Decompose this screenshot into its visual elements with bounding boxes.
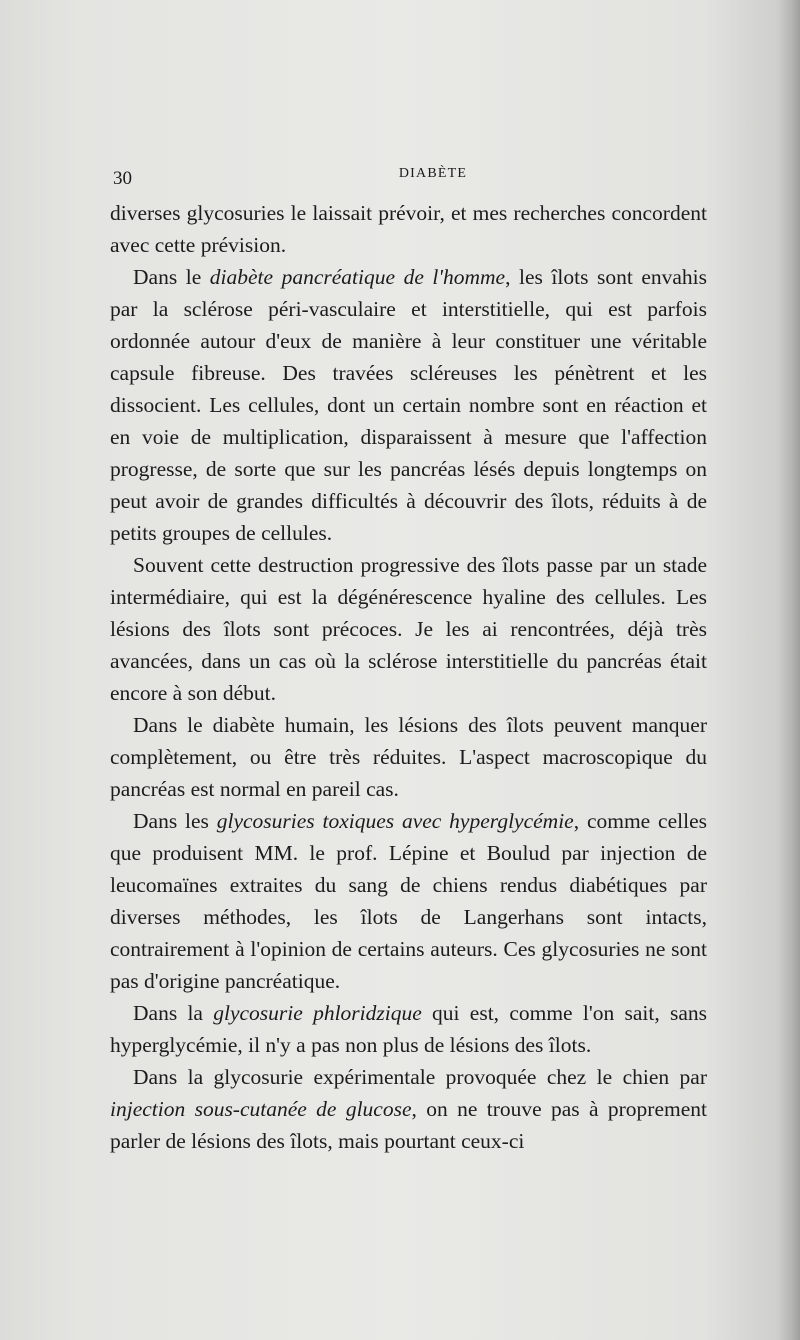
page-header bbox=[113, 164, 703, 190]
text-run: diverses glycosuries le laissait prévoir, et mes recherches concordent avec cette prévision. bbox=[110, 201, 707, 257]
text-run: Dans le diabète humain, les lésions des îlots peuvent manquer complètement, ou être très réduites. L'aspect macroscopique du pancréas est normal en pareil cas. bbox=[110, 713, 707, 801]
paragraph bbox=[110, 197, 707, 261]
italic-term: diabète pancréatique de l'homme bbox=[209, 265, 506, 289]
page-edge-shadow bbox=[778, 0, 800, 1340]
italic-term: injection sous-cutanée de glucose bbox=[110, 1097, 412, 1121]
paragraph bbox=[110, 261, 707, 549]
running-title: DIABÈTE bbox=[398, 166, 468, 181]
body-text bbox=[110, 197, 707, 1157]
text-run: Souvent cette destruction progressive des îlots passe par un stade intermédiaire, qui est la dégénérescence hyaline des cellules. Les lésions des îlots sont précoces. Je les ai rencontrées, déjà très avancées, dans un cas où la sclérose interstitielle du pancréas était encore à son début. bbox=[110, 553, 707, 705]
italic-term: glycosurie phloridzique bbox=[213, 1001, 422, 1025]
text-run: , les îlots sont envahis par la sclérose péri-vasculaire et interstitielle, qui est parfois ordonnée autour d'eux de manière à leur constituer une véritable capsule fibreuse. Des travées scléreuses les pénètrent et les dissocient. Les cellules, dont un certain nombre sont en réaction et en voie de multiplication, disparaissent à mesure que l'affection progresse, de sorte que sur les pancréas lésés depuis longtemps on peut avoir de grandes difficultés à découvrir des îlots, réduits à de petits groupes de cellules. bbox=[110, 265, 708, 545]
text-run: , on ne trouve pas à proprement parler de lésions des îlots, mais pourtant ceux-ci bbox=[110, 1097, 707, 1153]
text-run: Dans le bbox=[133, 265, 210, 289]
paragraph bbox=[110, 997, 707, 1061]
page-number: 30 bbox=[113, 168, 132, 189]
italic-term: glycosuries toxiques avec hyperglycémie bbox=[216, 809, 574, 833]
paragraph bbox=[110, 805, 707, 997]
text-run: qui est, comme l'on sait, sans hyperglycémie, il n'y a pas non plus de lésions des îlots. bbox=[110, 1001, 708, 1057]
text-run: , comme celles que produisent MM. le prof. Lépine et Boulud par injection de leucomaïnes extraites du sang de chiens rendus diabétiques par diverses méthodes, les îlots de Langerhans sont intacts, contrairement à l'opinion de certains auteurs. Ces glycosuries ne sont pas d'origine pancréatique. bbox=[110, 809, 707, 993]
text-run: Dans la bbox=[133, 1001, 214, 1025]
paragraph bbox=[110, 549, 707, 709]
text-run: Dans les bbox=[133, 809, 217, 833]
paragraph bbox=[110, 709, 707, 805]
paragraph bbox=[110, 1061, 707, 1157]
text-run: Dans la glycosurie expérimentale provoquée chez le chien par bbox=[133, 1065, 707, 1089]
